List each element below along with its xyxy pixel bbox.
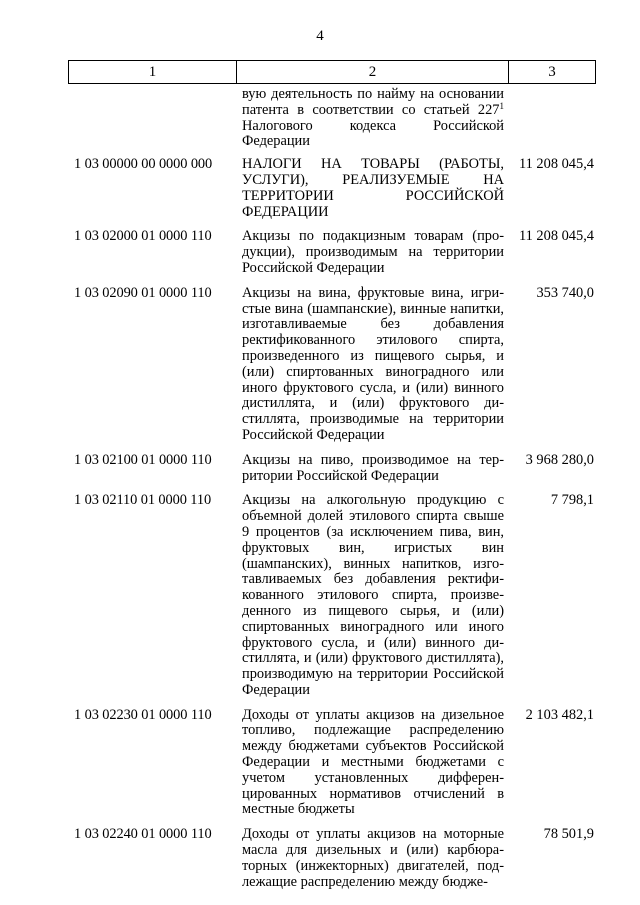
column-header-3: 3 [509,61,596,84]
row-description: НАЛОГИ НА ТОВАРЫ (РАБОТЫ, УСЛУГИ), РЕАЛИЗУЕМЫЕ НА ТЕРРИТОРИИ РОССИЙСКОЙ ФЕДЕРАЦИИ [242,156,504,220]
table-row [68,286,594,444]
row-code: 1 03 02230 01 0000 110 [74,706,212,723]
table-body [68,86,594,890]
table-row [68,827,594,890]
column-header-1: 1 [69,61,237,84]
row-description: Акцизы на пиво, производимое на территории Российской Федерации [242,451,504,484]
row-amount: 11 208 045,4 [518,156,594,173]
continuation-description: вую деятельность по найму на основании патента в соответствии со статьей $227^1$ Налогового кодекса Российской Федерации [242,86,504,150]
superscript-mark: 1 [499,100,504,111]
row-amount: 2 103 482,1 [525,706,594,723]
row-description: Доходы от уплаты акцизов на моторные масла для дизельных и (или) карбюраторных (инжекторных) двигателей, подлежащие распределению между бюдже- [242,826,504,890]
row-amount: 353 740,0 [536,284,594,301]
row-code: 1 03 02000 01 0000 110 [74,228,212,245]
row-amount: 11 208 045,4 [518,228,594,245]
row-amount: 3 968 280,0 [525,451,594,468]
row-description: Доходы от уплаты акцизов на дизельное топливо, подлежащие распределению между бюджетами субъектов Российской Федерации и местными бюджетами с учетом установленных дифференцированных нормативов отчислений в местные бюджеты [242,706,504,818]
row-code: 1 03 02240 01 0000 110 [74,826,212,843]
row-code: 1 03 02100 01 0000 110 [74,451,212,468]
row-code: 1 03 02110 01 0000 110 [74,492,212,509]
table-row [68,453,594,485]
continuation-row [68,87,594,150]
row-description: Акцизы на вина, фруктовые вина, игристые вина (шампанские), винные напитки, изготавливаемые без добавления ректификованного этилового спирта, произведенного из пищевого сырья, и (или) спиртованных виноградного или иного фруктового сусла, и (или) винного дистиллята, и (или) фруктового дистиллята, производимые на территории Российской Федерации [242,284,504,443]
row-amount: 78 501,9 [543,826,594,843]
table-row [68,493,594,698]
row-description: Акцизы на алкогольную продукцию с объемной долей этилового спирта свыше 9 процентов (за исключением пива, вин, фруктовых вин, игристых вин (шампанских), винных напитков, изготавливаемых без добавления ректификованного этилового спирта, произведенного из пищевого сырья, и (или) спиртованных виноградного или иного фруктового сусла, и (или) винного дистиллята, и (или) фруктового дистиллята), производимую на территории Российской Федерации [242,492,504,698]
row-amount: 7 798,1 [550,492,594,509]
column-header-2: 2 [237,61,509,84]
row-description: Акцизы по подакцизным товарам (продукции), производимым на территории Российской Федерации [242,228,504,276]
table-row [68,229,594,276]
page-number: 4 [316,28,324,44]
table-row [68,708,594,819]
row-code: 1 03 02090 01 0000 110 [74,284,212,301]
row-code: 1 03 00000 00 0000 000 [74,156,213,173]
table-header [68,60,596,84]
table-row [68,157,594,220]
